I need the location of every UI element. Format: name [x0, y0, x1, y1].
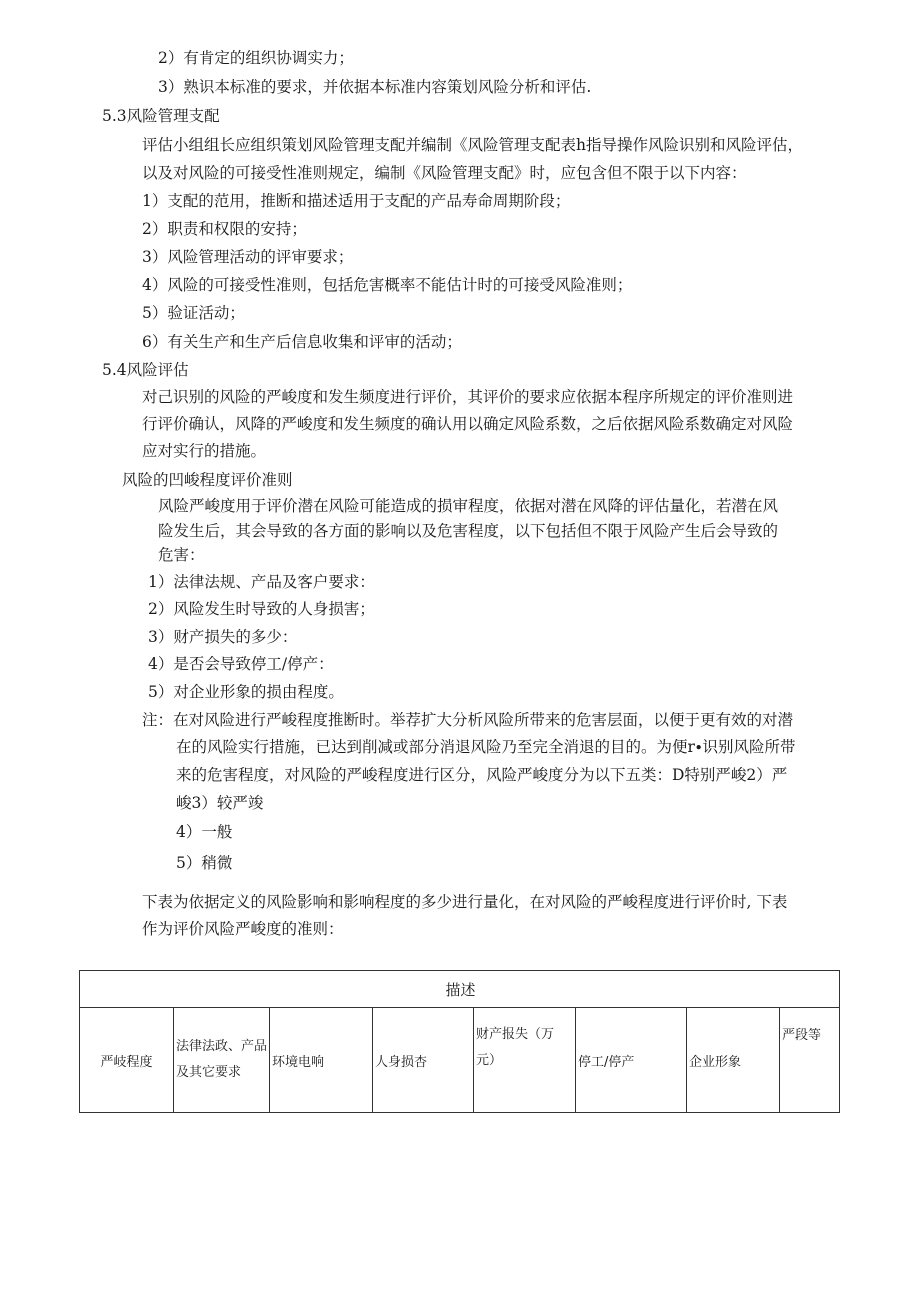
intro-item-2: 2）有肯定的组织协调实力； — [158, 49, 354, 67]
section-5-3-item-1: 1）支配的范用，推断和描述适用于支配的产品寿命周期阶段； — [142, 192, 571, 210]
col-environmental-impact: 环境电响 — [270, 1008, 373, 1113]
section-5-4-heading: 5.4风险评估 — [102, 361, 189, 379]
section-5-3-para-line-1: 评估小组组长应组织策划风险管理支配并编制《风险管理支配表h指导操作风险识别和风险评估， — [142, 136, 803, 154]
table-top-header: 描述 — [80, 971, 840, 1008]
severity-para-line-3: 危害： — [158, 546, 205, 564]
col-corporate-image: 企业形象 — [687, 1008, 780, 1113]
section-5-3-item-2: 2）职责和权限的安持； — [142, 220, 307, 238]
note-line-3: 来的危害程度，对风险的严峻程度进行区分，风险严峻度分为以下五类：D特别严峻2）严 — [176, 766, 788, 784]
note-item-5: 5）稍微 — [176, 854, 233, 872]
severity-item-4: 4）是否会导致停工/停产： — [148, 655, 334, 673]
severity-para-line-2: 险发生后，其会导致的各方面的影响以及危害程度，以下包括但不限于风险产生后会导致的 — [158, 522, 779, 540]
col-severity-grade: 严段等 — [780, 1008, 840, 1113]
col-legal-requirements-line-2: 及其它要求 — [176, 1065, 242, 1080]
section-5-3-para-line-2: 以及对风险的可接受性准则规定，编制《风险管理支配》时，应包含但不限于以下内容： — [142, 164, 747, 182]
col-legal-requirements — [174, 1008, 270, 1113]
section-5-3-item-3: 3）风险管理活动的评审要求； — [142, 248, 354, 266]
severity-item-5: 5）对企业形象的损由程度。 — [148, 683, 344, 701]
col-property-loss-line-2: 元） — [476, 1053, 503, 1068]
section-5-3-item-4: 4）风险的可接受性准则，包括危害概率不能估计时的可接受风险准则； — [142, 276, 633, 294]
section-5-4-para-line-1: 对己识别的风险的严峻度和发生频度进行评价，其评价的要求应依据本程序所规定的评价准则进 — [142, 388, 794, 406]
section-5-4-para-line-2: 行评价确认，风降的严峻度和发生频度的确认用以确定风险系数，之后依据风险系数确定对风险 — [142, 415, 794, 433]
section-5-3-item-6: 6）有关生产和生产后信息收集和评审的活动； — [142, 333, 462, 351]
section-5-4-para-line-3: 应对实行的措施。 — [142, 442, 267, 460]
col-legal-requirements-line-1: 法律法政、产品 — [176, 1039, 268, 1054]
severity-criteria-heading: 风险的凹峻程度评价准则 — [122, 471, 293, 489]
severity-para-line-1: 风险严峻度用于评价潜在风险可能造成的损审程度，依据对潜在风降的评估量化，若潜在风 — [158, 497, 779, 515]
table-intro-line-1: 下表为依据定义的风险影响和影响程度的多少进行量化，在对风险的严峻程度进行评价时, 下表 — [142, 893, 788, 911]
intro-item-3: 3）熟识本标准的要求，并依据本标准内容策划风险分析和评估. — [158, 78, 592, 96]
col-personal-injury: 人身损杏 — [373, 1008, 474, 1113]
severity-item-1: 1）法律法规、产品及客户要求： — [148, 573, 375, 591]
col-property-loss — [474, 1008, 576, 1113]
note-line-1: 注：在对风险进行严峻程度推断时。举荐扩大分析风险所带来的危害层面，以便于更有效的对潜 — [142, 711, 794, 729]
note-line-4: 峻3）较严竣 — [176, 794, 264, 812]
severity-item-2: 2）风险发生时导致的人身损害； — [148, 600, 375, 618]
note-line-2: 在的风险实行措施，已达到削减或部分消退风险乃至完全消退的目的。为便r∙识别风险所带 — [176, 738, 796, 756]
note-item-4: 4）一般 — [176, 823, 233, 841]
severity-description-table — [79, 970, 840, 1113]
severity-item-3: 3）财产损失的多少： — [148, 628, 298, 646]
col-property-loss-line-1: 财产报失（万 — [476, 1027, 555, 1042]
section-5-3-item-5: 5）验证活动； — [142, 304, 245, 322]
col-shutdown: 停工/停产 — [576, 1008, 687, 1113]
section-5-3-heading: 5.3风险管理支配 — [102, 107, 220, 125]
col-severity-level: 严岐程度 — [80, 1008, 174, 1113]
table-intro-line-2: 作为评价风险严峻度的准则： — [142, 920, 344, 938]
